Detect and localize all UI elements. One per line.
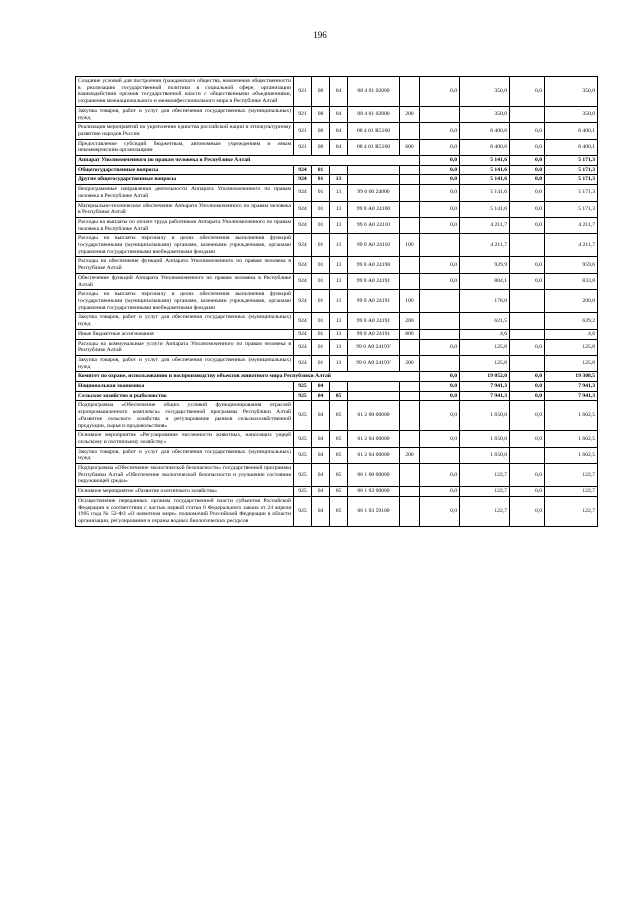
section-code-cell: 04 <box>312 391 330 401</box>
section-code-cell: 01 <box>312 175 330 185</box>
table-row <box>76 329 598 339</box>
expense-type-cell <box>400 382 420 392</box>
grbs-code-cell: 925 <box>294 447 312 463</box>
grbs-code-cell: 924 <box>294 201 312 217</box>
grbs-code-cell: 924 <box>294 217 312 233</box>
amount-cell-3: 0,0 <box>510 464 545 487</box>
expense-type-cell <box>400 391 420 401</box>
amount-cell-4: 5 171,3 <box>545 185 598 201</box>
amount-cell-1: 0,0 <box>420 431 460 447</box>
target-article-cell: 99 0 00 24000 <box>348 185 400 201</box>
table-row <box>76 106 598 122</box>
expense-type-cell <box>400 123 420 139</box>
amount-cell-2: 122,7 <box>460 487 510 497</box>
row-name-cell: Общегосударственные вопросы <box>76 165 294 175</box>
table-row <box>76 339 598 355</box>
target-article-cell: 06 1 03 59100 <box>348 496 400 526</box>
expense-type-cell <box>400 201 420 217</box>
amount-cell-4: 19 308,5 <box>545 372 598 382</box>
subsection-code-cell: 13 <box>330 355 348 371</box>
grbs-code-cell: 925 <box>294 496 312 526</box>
row-name-cell: Расходы на обеспечение функций Аппарата Уполномоченного по правам человека в Республике Алтай <box>76 257 294 273</box>
amount-cell-3 <box>510 447 545 463</box>
amount-cell-3 <box>510 355 545 371</box>
expense-type-cell <box>400 257 420 273</box>
table-row <box>76 201 598 217</box>
amount-cell-4: 125,8 <box>545 355 598 371</box>
grbs-code-cell: 924 <box>294 175 312 185</box>
amount-cell-4: 122,7 <box>545 464 598 487</box>
section-code-cell: 08 <box>312 77 330 107</box>
amount-cell-1: 0,0 <box>420 185 460 201</box>
target-article-cell: 08 4 01 02000 <box>348 77 400 107</box>
grbs-code-cell: 925 <box>294 401 312 431</box>
amount-cell-4: 5 171,3 <box>545 175 598 185</box>
amount-cell-4: 4 211,7 <box>545 217 598 233</box>
amount-cell-3 <box>510 329 545 339</box>
table-row <box>76 123 598 139</box>
row-name-cell: Осуществление переданных органам государственной власти субъектов Российской Федерации в соответствии с частью первой статьи 6 Федерального закона от 24 апреля 1995 года № 52-ФЗ «О животном мире» полномочий Российской Федерации в области организации, регулирования и охраны водных биологических ресурсов <box>76 496 294 526</box>
subsection-code-cell: 04 <box>330 77 348 107</box>
amount-cell-4: 629,2 <box>545 313 598 329</box>
target-article-cell <box>348 382 400 392</box>
amount-cell-2: 1 650,0 <box>460 401 510 431</box>
row-name-cell: Реализация мероприятий по укреплению единства российской нации и этнокультурному развитию народов России <box>76 123 294 139</box>
expense-type-cell <box>400 339 420 355</box>
grbs-code-cell: 921 <box>294 77 312 107</box>
row-name-cell: Национальная экономика <box>76 382 294 392</box>
row-name-cell: Расходы на выплаты персоналу в целях обеспечения выполнения функций государственными (муниципальными) органами, казенными учреждениями, органами управления государственными внебюджетными фондами <box>76 290 294 313</box>
row-name-cell: Закупка товаров, работ и услуг для обеспечения государственных (муниципальных) нужд <box>76 106 294 122</box>
amount-cell-1: 0,0 <box>420 156 460 166</box>
amount-cell-2: 125,8 <box>460 355 510 371</box>
subsection-code-cell: 13 <box>330 257 348 273</box>
table-row <box>76 290 598 313</box>
amount-cell-2: 4 211,7 <box>460 217 510 233</box>
amount-cell-4: 5 171,3 <box>545 165 598 175</box>
target-article-cell: 99 0 А0 24191 <box>348 273 400 289</box>
section-code-cell: 08 <box>312 106 330 122</box>
expense-type-cell <box>400 175 420 185</box>
amount-cell-4: 200,0 <box>545 290 598 313</box>
amount-cell-4: 1 602,5 <box>545 401 598 431</box>
amount-cell-3: 0,0 <box>510 175 545 185</box>
amount-cell-3: 0,0 <box>510 185 545 201</box>
amount-cell-1 <box>420 106 460 122</box>
amount-cell-3 <box>510 290 545 313</box>
section-code-cell: 01 <box>312 273 330 289</box>
target-article-cell: 08 4 01 R5160 <box>348 139 400 155</box>
amount-cell-3: 0,0 <box>510 77 545 107</box>
section-code-cell: 04 <box>312 431 330 447</box>
amount-cell-1: 0,0 <box>420 487 460 497</box>
grbs-code-cell: 924 <box>294 273 312 289</box>
amount-cell-1: 0,0 <box>420 139 460 155</box>
section-code-cell: 01 <box>312 339 330 355</box>
amount-cell-4: 350,0 <box>545 106 598 122</box>
target-article-cell <box>348 165 400 175</box>
amount-cell-1: 0,0 <box>420 496 460 526</box>
expense-type-cell <box>400 464 420 487</box>
subsection-code-cell: 05 <box>330 464 348 487</box>
grbs-code-cell: 925 <box>294 464 312 487</box>
grbs-code-cell: 924 <box>294 290 312 313</box>
subsection-code-cell: 05 <box>330 447 348 463</box>
amount-cell-3: 0,0 <box>510 496 545 526</box>
amount-cell-4: 5 171,3 <box>545 156 598 166</box>
row-name-cell: Расходы на выплаты по оплате труда работников Аппарата Уполномоченного по правам человека в Республике Алтай <box>76 217 294 233</box>
amount-cell-1: 0,0 <box>420 464 460 487</box>
amount-cell-1: 0,0 <box>420 165 460 175</box>
amount-cell-4: 1 602,5 <box>545 431 598 447</box>
amount-cell-4: 959,6 <box>545 257 598 273</box>
expense-type-cell <box>400 217 420 233</box>
section-code-cell: 01 <box>312 217 330 233</box>
amount-cell-4: 6 400,1 <box>545 123 598 139</box>
target-article-cell: 99 0 А0 24191 <box>348 313 400 329</box>
grbs-code-cell: 925 <box>294 382 312 392</box>
amount-cell-4: 6 400,1 <box>545 139 598 155</box>
amount-cell-1: 0,0 <box>420 123 460 139</box>
target-article-cell: 99 0 А0 24191 <box>348 329 400 339</box>
expense-type-cell <box>400 496 420 526</box>
amount-cell-2: 4,6 <box>460 329 510 339</box>
amount-cell-1: 0,0 <box>420 391 460 401</box>
section-code-cell: 01 <box>312 201 330 217</box>
expense-type-cell: 200 <box>400 106 420 122</box>
target-article-cell: 99 0 А0 24110 <box>348 234 400 257</box>
amount-cell-2: 1 650,0 <box>460 431 510 447</box>
amount-cell-1 <box>420 355 460 371</box>
page-number: 196 <box>313 30 327 40</box>
amount-cell-3: 0,0 <box>510 123 545 139</box>
table-row <box>76 165 598 175</box>
section-code-cell: 04 <box>312 401 330 431</box>
amount-cell-3: 0,0 <box>510 139 545 155</box>
table-row <box>76 139 598 155</box>
amount-cell-1 <box>420 234 460 257</box>
section-code-cell: 04 <box>312 382 330 392</box>
expense-type-cell: 100 <box>400 234 420 257</box>
table-row <box>76 234 598 257</box>
subsection-code-cell: 04 <box>330 139 348 155</box>
amount-cell-3: 0,0 <box>510 217 545 233</box>
amount-cell-2: 7 941,3 <box>460 382 510 392</box>
amount-cell-2: 6 400,6 <box>460 139 510 155</box>
subsection-code-cell: 05 <box>330 431 348 447</box>
amount-cell-4: 7 941,3 <box>545 382 598 392</box>
row-name-cell: Комитет по охране, использованию и воспроизводству объектов животного мира Республики Алтай <box>76 372 420 382</box>
table-row <box>76 447 598 463</box>
amount-cell-1 <box>420 447 460 463</box>
section-code-cell: 01 <box>312 165 330 175</box>
grbs-code-cell: 925 <box>294 431 312 447</box>
row-name-cell: Обеспечение функций Аппарата Уполномоченного по правам человека в Республике Алтай <box>76 273 294 289</box>
expense-type-cell <box>400 77 420 107</box>
amount-cell-1: 0,0 <box>420 257 460 273</box>
amount-cell-3: 0,0 <box>510 257 545 273</box>
section-code-cell: 01 <box>312 313 330 329</box>
amount-cell-4: 5 171,3 <box>545 201 598 217</box>
expense-type-cell <box>400 431 420 447</box>
table-row <box>76 185 598 201</box>
amount-cell-2: 350,0 <box>460 106 510 122</box>
subsection-code-cell: 13 <box>330 329 348 339</box>
expense-type-cell: 800 <box>400 329 420 339</box>
amount-cell-4: 1 602,5 <box>545 447 598 463</box>
amount-cell-2: 19 052,0 <box>460 372 510 382</box>
row-name-cell: Иные бюджетные ассигнования <box>76 329 294 339</box>
subsection-code-cell: 05 <box>330 401 348 431</box>
amount-cell-4: 833,8 <box>545 273 598 289</box>
row-name-cell: Подпрограмма «Обеспечение экологической безопасности» государственной программы Республики Алтай «Обеспечение экологической безопасности и улучшение состояния окружающей среды» <box>76 464 294 487</box>
section-code-cell: 01 <box>312 290 330 313</box>
amount-cell-1: 0,0 <box>420 273 460 289</box>
target-article-cell <box>348 175 400 185</box>
row-name-cell: Основное мероприятие «Регулирование численности животных, наносящих ущерб сельскому и охотничьему хозяйству» <box>76 431 294 447</box>
row-name-cell: Основное мероприятие «Развитие охотничьего хозяйства» <box>76 487 294 497</box>
amount-cell-4: 7 941,3 <box>545 391 598 401</box>
table-row <box>76 175 598 185</box>
amount-cell-2: 929,9 <box>460 257 510 273</box>
row-name-cell: Материально-техническое обеспечение Аппарата Уполномоченного по правам человека в Республике Алтай <box>76 201 294 217</box>
amount-cell-1: 0,0 <box>420 339 460 355</box>
target-article-cell: 99 0 А0 2419У <box>348 339 400 355</box>
subsection-code-cell: 13 <box>330 185 348 201</box>
table-row <box>76 313 598 329</box>
amount-cell-3 <box>510 234 545 257</box>
target-article-cell: 08 4 01 R5160 <box>348 123 400 139</box>
amount-cell-4: 4,6 <box>545 329 598 339</box>
row-name-cell: Аппарат Уполномоченного по правам человека в Республике Алтай <box>76 156 420 166</box>
amount-cell-3: 0,0 <box>510 165 545 175</box>
amount-cell-3: 0,0 <box>510 382 545 392</box>
amount-cell-1 <box>420 329 460 339</box>
table-row <box>76 496 598 526</box>
subsection-code-cell: 13 <box>330 273 348 289</box>
amount-cell-3: 0,0 <box>510 339 545 355</box>
table-row <box>76 382 598 392</box>
amount-cell-2: 6 400,6 <box>460 123 510 139</box>
expense-type-cell: 100 <box>400 290 420 313</box>
grbs-code-cell: 921 <box>294 139 312 155</box>
section-code-cell: 04 <box>312 447 330 463</box>
target-article-cell: 99 0 А0 24100 <box>348 201 400 217</box>
grbs-code-cell: 921 <box>294 123 312 139</box>
table-row <box>76 487 598 497</box>
table-row <box>76 355 598 371</box>
expense-type-cell <box>400 487 420 497</box>
subsection-code-cell: 13 <box>330 217 348 233</box>
target-article-cell: 06 1 00 00000 <box>348 464 400 487</box>
amount-cell-2: 621,5 <box>460 313 510 329</box>
row-name-cell: Подпрограмма «Обеспечение общих условий функционирования отраслей агропромышленного комплекса» государственной программы Республики Алтай «Развитие сельского хозяйства и регулирование рынков сельскохозяйственной продукции, сырья и продовольствия» <box>76 401 294 431</box>
section-code-cell: 08 <box>312 123 330 139</box>
amount-cell-2: 122,7 <box>460 464 510 487</box>
target-article-cell: 99 0 А0 24190 <box>348 257 400 273</box>
subsection-code-cell <box>330 165 348 175</box>
row-name-cell: Закупка товаров, работ и услуг для обеспечения государственных (муниципальных) нужд <box>76 447 294 463</box>
amount-cell-2: 7 941,3 <box>460 391 510 401</box>
expense-type-cell <box>400 273 420 289</box>
row-name-cell: Сельское хозяйство и рыболовство <box>76 391 294 401</box>
amount-cell-4: 122,7 <box>545 487 598 497</box>
grbs-code-cell: 925 <box>294 487 312 497</box>
amount-cell-2: 5 141,6 <box>460 165 510 175</box>
table-row <box>76 273 598 289</box>
amount-cell-1: 0,0 <box>420 372 460 382</box>
grbs-code-cell: 924 <box>294 185 312 201</box>
row-name-cell: Закупка товаров, работ и услуг для обеспечения государственных (муниципальных) нужд <box>76 355 294 371</box>
amount-cell-2: 5 141,6 <box>460 175 510 185</box>
target-article-cell: 01 2 00 00000 <box>348 401 400 431</box>
grbs-code-cell: 924 <box>294 339 312 355</box>
grbs-code-cell: 924 <box>294 313 312 329</box>
table-row <box>76 77 598 107</box>
subsection-code-cell: 05 <box>330 391 348 401</box>
row-name-cell: Непрограммные направления деятельности Аппарата Уполномоченного по правам человека в Республике Алтай <box>76 185 294 201</box>
table-row <box>76 257 598 273</box>
subsection-code-cell: 13 <box>330 339 348 355</box>
table-row <box>76 464 598 487</box>
section-code-cell: 01 <box>312 257 330 273</box>
table-row <box>76 217 598 233</box>
expense-type-cell: 600 <box>400 139 420 155</box>
amount-cell-4: 350,0 <box>545 77 598 107</box>
section-code-cell: 08 <box>312 139 330 155</box>
amount-cell-1: 0,0 <box>420 401 460 431</box>
expense-type-cell <box>400 165 420 175</box>
amount-cell-2: 125,8 <box>460 339 510 355</box>
amount-cell-3: 0,0 <box>510 401 545 431</box>
expense-type-cell: 200 <box>400 355 420 371</box>
target-article-cell: 01 2 04 00000 <box>348 447 400 463</box>
subsection-code-cell: 13 <box>330 201 348 217</box>
target-article-cell: 01 2 04 00000 <box>348 431 400 447</box>
expense-type-cell: 200 <box>400 447 420 463</box>
expense-type-cell <box>400 401 420 431</box>
amount-cell-2: 4 211,7 <box>460 234 510 257</box>
amount-cell-2: 350,0 <box>460 77 510 107</box>
amount-cell-4: 4 211,7 <box>545 234 598 257</box>
amount-cell-2: 5 141,6 <box>460 185 510 201</box>
amount-cell-1: 0,0 <box>420 217 460 233</box>
amount-cell-1: 0,0 <box>420 77 460 107</box>
amount-cell-4: 125,8 <box>545 339 598 355</box>
grbs-code-cell: 925 <box>294 391 312 401</box>
amount-cell-3 <box>510 313 545 329</box>
amount-cell-1: 0,0 <box>420 382 460 392</box>
row-name-cell: Создание условий для построения гражданского общества, вовлечения общественности в реализацию государственной политики в социальной сфере, организации взаимодействия органов государственной власти с общественными объединениями, сохранения межнационального и межконфессионального мира в Республике Алтай <box>76 77 294 107</box>
section-code-cell: 01 <box>312 329 330 339</box>
subsection-code-cell: 13 <box>330 290 348 313</box>
amount-cell-2: 1 650,0 <box>460 447 510 463</box>
table-row <box>76 372 598 382</box>
row-name-cell: Расходы на коммунальные услуги Аппарата Уполномоченного по правам человека в Республике Алтай <box>76 339 294 355</box>
target-article-cell: 99 0 А0 24191 <box>348 290 400 313</box>
row-name-cell: Другие общегосударственные вопросы <box>76 175 294 185</box>
amount-cell-2: 178,0 <box>460 290 510 313</box>
subsection-code-cell: 05 <box>330 487 348 497</box>
amount-cell-2: 804,1 <box>460 273 510 289</box>
section-code-cell: 04 <box>312 496 330 526</box>
amount-cell-2: 122,7 <box>460 496 510 526</box>
grbs-code-cell: 924 <box>294 165 312 175</box>
section-code-cell: 01 <box>312 185 330 201</box>
subsection-code-cell: 13 <box>330 313 348 329</box>
amount-cell-3: 0,0 <box>510 391 545 401</box>
target-article-cell <box>348 391 400 401</box>
grbs-code-cell: 924 <box>294 234 312 257</box>
target-article-cell: 08 4 01 02000 <box>348 106 400 122</box>
amount-cell-1: 0,0 <box>420 175 460 185</box>
table-row <box>76 431 598 447</box>
section-code-cell: 04 <box>312 487 330 497</box>
row-name-cell: Закупка товаров, работ и услуг для обеспечения государственных (муниципальных) нужд <box>76 313 294 329</box>
amount-cell-2: 5 141,6 <box>460 156 510 166</box>
subsection-code-cell: 04 <box>330 106 348 122</box>
section-code-cell: 01 <box>312 355 330 371</box>
amount-cell-1: 0,0 <box>420 201 460 217</box>
grbs-code-cell: 924 <box>294 257 312 273</box>
amount-cell-3: 0,0 <box>510 156 545 166</box>
section-code-cell: 04 <box>312 464 330 487</box>
amount-cell-3: 0,0 <box>510 372 545 382</box>
row-name-cell: Предоставление субсидий бюджетным, автономным учреждениям и иным некоммерческим организациям <box>76 139 294 155</box>
amount-cell-3: 0,0 <box>510 201 545 217</box>
target-article-cell: 99 0 А0 2419У <box>348 355 400 371</box>
amount-cell-3 <box>510 106 545 122</box>
row-name-cell: Расходы на выплаты персоналу в целях обеспечения выполнения функций государственными (муниципальными) органами, казенными учреждениями, органами управления государственными внебюджетными фондами <box>76 234 294 257</box>
amount-cell-2: 5 141,6 <box>460 201 510 217</box>
grbs-code-cell: 924 <box>294 329 312 339</box>
expense-type-cell <box>400 185 420 201</box>
amount-cell-3: 0,0 <box>510 487 545 497</box>
expense-type-cell: 200 <box>400 313 420 329</box>
amount-cell-1 <box>420 313 460 329</box>
section-code-cell: 01 <box>312 234 330 257</box>
budget-table <box>75 76 598 527</box>
amount-cell-4: 122,7 <box>545 496 598 526</box>
subsection-code-cell: 13 <box>330 175 348 185</box>
grbs-code-cell: 924 <box>294 355 312 371</box>
target-article-cell: 99 0 А0 24110 <box>348 217 400 233</box>
target-article-cell: 06 1 03 00000 <box>348 487 400 497</box>
amount-cell-3: 0,0 <box>510 431 545 447</box>
table-row <box>76 401 598 431</box>
subsection-code-cell: 13 <box>330 234 348 257</box>
subsection-code-cell: 04 <box>330 123 348 139</box>
subsection-code-cell <box>330 382 348 392</box>
amount-cell-1 <box>420 290 460 313</box>
table-row <box>76 156 598 166</box>
grbs-code-cell: 921 <box>294 106 312 122</box>
amount-cell-3: 0,0 <box>510 273 545 289</box>
subsection-code-cell: 05 <box>330 496 348 526</box>
table-row <box>76 391 598 401</box>
